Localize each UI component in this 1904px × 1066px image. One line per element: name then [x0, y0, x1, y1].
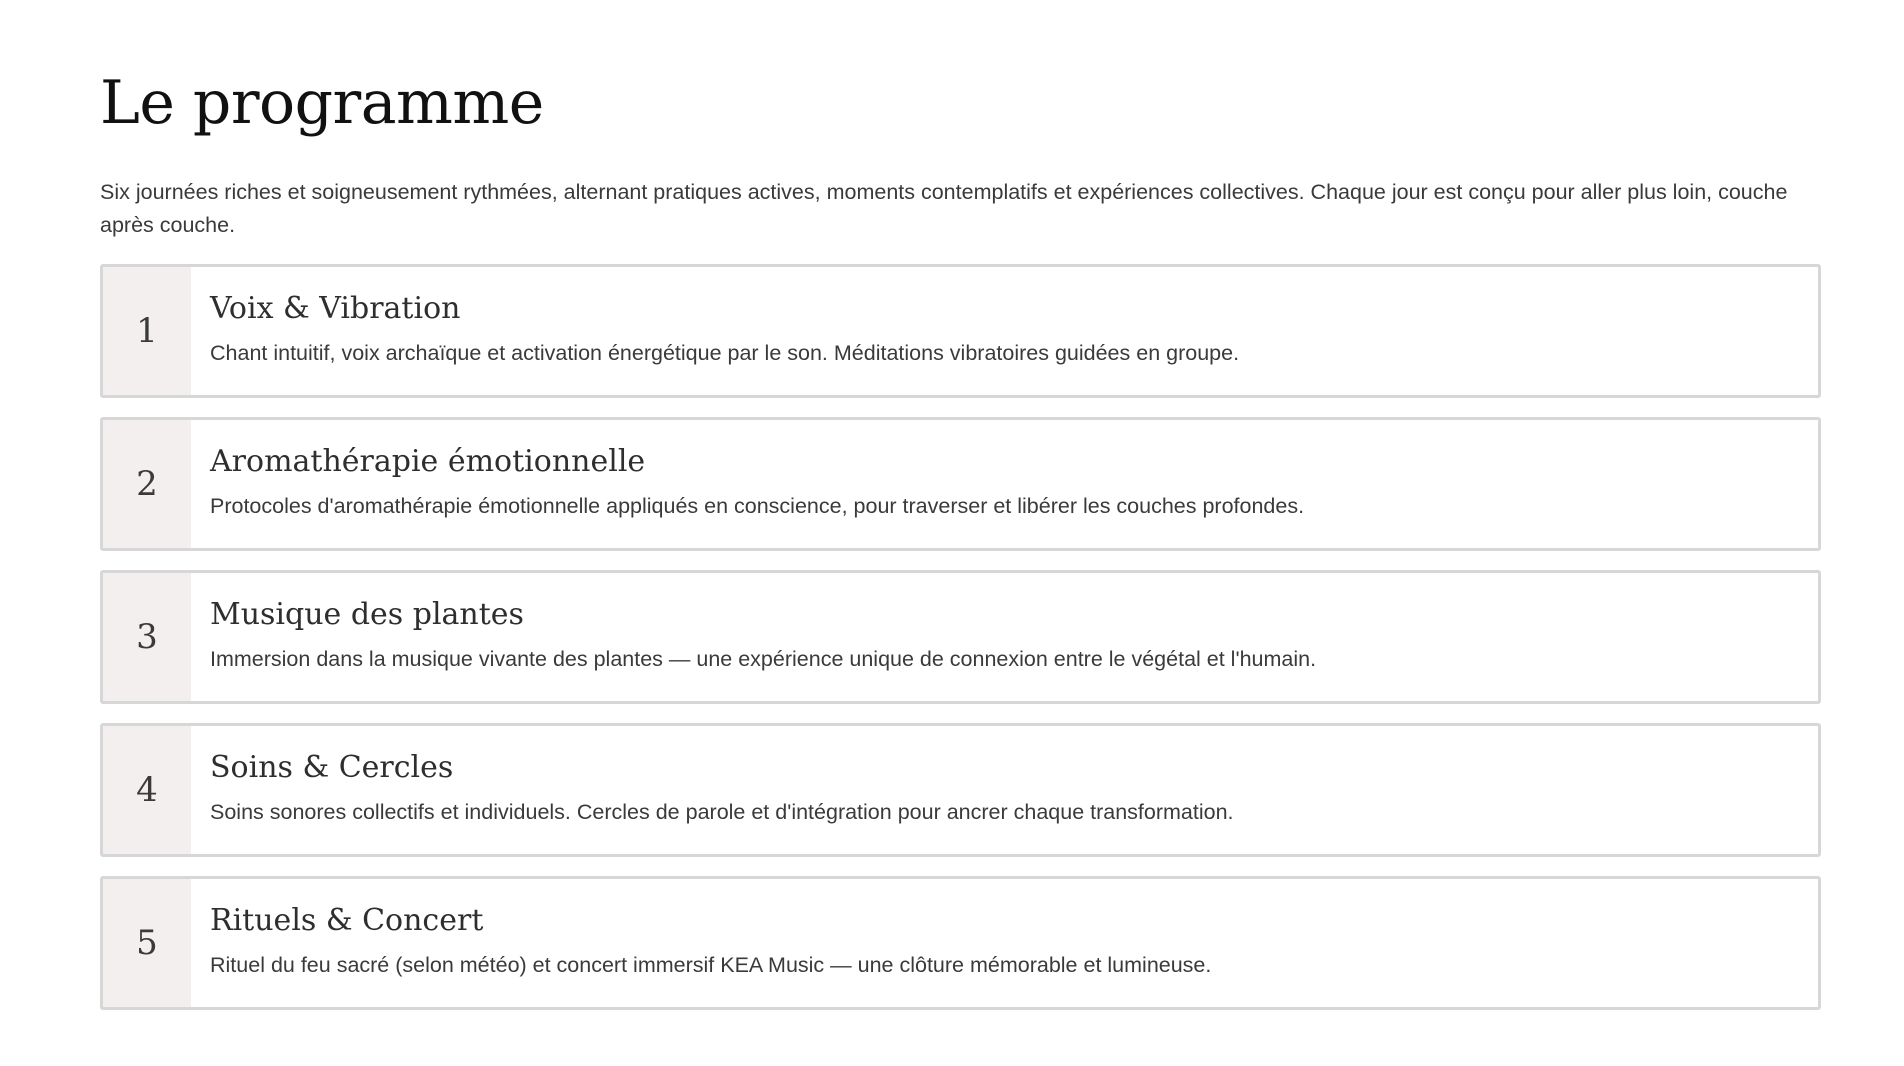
- item-content: [191, 879, 1818, 1007]
- program-item-1: [100, 264, 1821, 398]
- program-item-2: [100, 417, 1821, 551]
- item-title: Voix & Vibration: [210, 291, 461, 326]
- item-description: Soins sonores collectifs et individuels. Cercles de parole et d'intégration pour ancrer chaque transformation.: [210, 800, 1234, 824]
- item-content: [191, 726, 1818, 854]
- item-description: Rituel du feu sacré (selon météo) et concert immersif KEA Music — une clôture mémorable et lumineuse.: [210, 953, 1212, 977]
- program-item-5: [100, 876, 1821, 1010]
- item-title: Soins & Cercles: [210, 750, 454, 785]
- item-content: [191, 267, 1818, 395]
- item-title: Rituels & Concert: [210, 903, 484, 938]
- item-title: Musique des plantes: [210, 597, 524, 632]
- item-number: 3: [103, 573, 191, 701]
- program-item-4: [100, 723, 1821, 857]
- item-number: 5: [103, 879, 191, 1007]
- item-title: Aromathérapie émotionnelle: [210, 444, 646, 479]
- item-content: [191, 573, 1818, 701]
- intro-text: Six journées riches et soigneusement rythmées, alternant pratiques actives, moments contemplatifs et expériences collectives. Chaque jour est conçu pour aller plus loin, couche après couche.: [100, 180, 1788, 237]
- item-description: Protocoles d'aromathérapie émotionnelle appliqués en conscience, pour traverser et libérer les couches profondes.: [210, 494, 1305, 518]
- item-number: 1: [103, 267, 191, 395]
- item-description: Immersion dans la musique vivante des plantes — une expérience unique de connexion entre le végétal et l'humain.: [210, 647, 1317, 671]
- item-content: [191, 420, 1818, 548]
- item-description: Chant intuitif, voix archaïque et activation énergétique par le son. Méditations vibratoires guidées en groupe.: [210, 341, 1240, 365]
- item-number: 4: [103, 726, 191, 854]
- program-list: [100, 264, 1821, 1029]
- page-title: Le programme: [100, 68, 544, 138]
- item-number: 2: [103, 420, 191, 548]
- program-item-3: [100, 570, 1821, 704]
